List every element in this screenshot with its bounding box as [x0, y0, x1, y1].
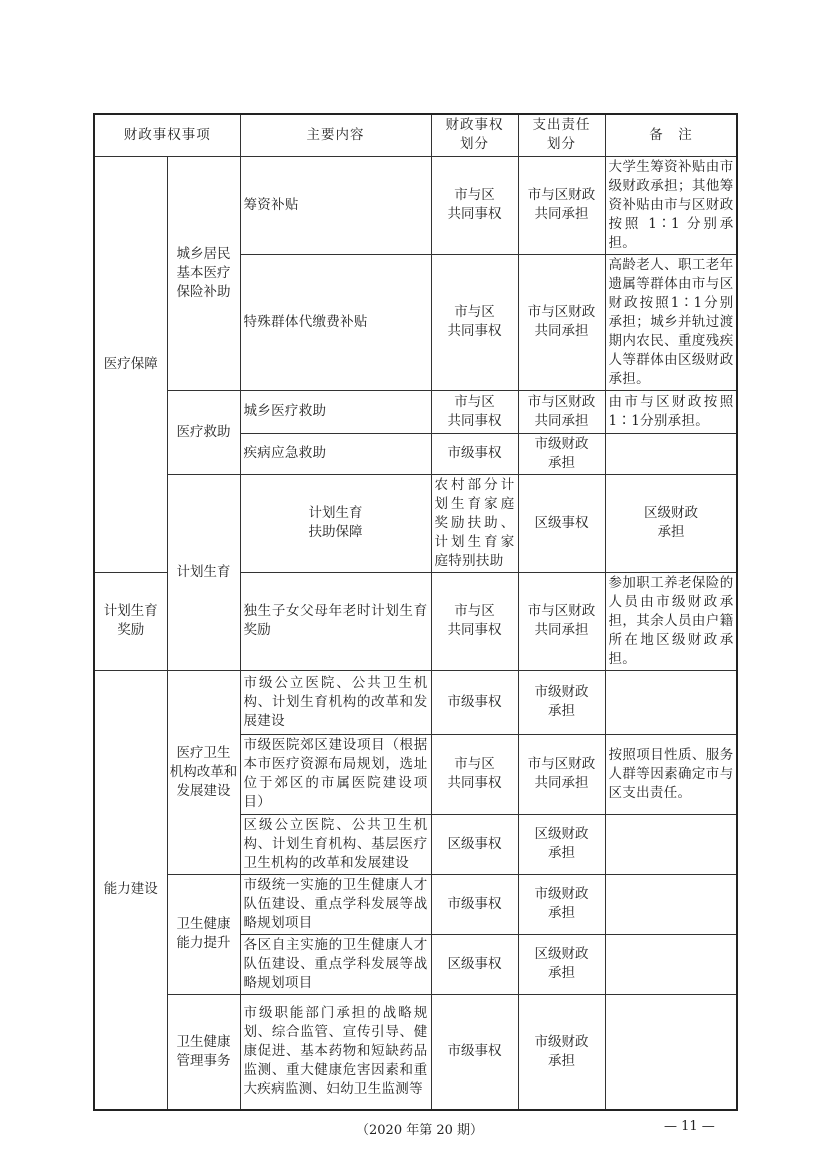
category-aid: 医疗救助: [167, 390, 240, 474]
fiscal-responsibility-table: [93, 113, 738, 1111]
content-cell: 城乡医疗救助: [240, 390, 431, 433]
category-capacity: 能力建设: [94, 670, 167, 1110]
exp-resp-cell: 市与区财政 共同承担: [518, 572, 605, 670]
fin-right-cell: 市级事权: [431, 433, 518, 474]
category-family_reward: 计划生育 奖励: [94, 572, 167, 670]
fin-right-cell: 区级事权: [431, 934, 518, 994]
category-insurance: 城乡居民 基本医疗 保险补助: [167, 156, 240, 390]
fin-right-cell: 市级事权: [431, 994, 518, 1110]
category-family_support: 计划生育 扶助保障: [240, 474, 431, 572]
exp-resp-cell: 市级财政 承担: [518, 994, 605, 1110]
fin-right-cell: 市与区 共同事权: [431, 572, 518, 670]
header-note: 备 注: [605, 114, 737, 156]
content-cell: 筹资补贴: [240, 156, 431, 254]
table-row: [94, 390, 737, 433]
fin-right-cell: 区级事权: [431, 814, 518, 874]
fin-right-cell: 市级事权: [431, 874, 518, 934]
table-row: [94, 156, 737, 254]
content-cell: 市级职能部门承担的战略规划、综合监管、宣传引导、健康促进、基本药物和短缺药品监测、重大健康危害因素和重大疾病监测、妇幼卫生监测等: [240, 994, 431, 1110]
fin-right-cell: 市与区 共同事权: [431, 734, 518, 814]
content-cell: 区级公立医院、公共卫生机构、计划生育机构、基层医疗卫生机构的改革和发展建设: [240, 814, 431, 874]
note-cell: [605, 814, 737, 874]
fin-right-cell: 市与区 共同事权: [431, 156, 518, 254]
exp-resp-cell: 市级财政 承担: [518, 670, 605, 734]
content-cell: 市级医院郊区建设项目（根据本市医疗资源布局规划，选址位于郊区的市属医院建设项目）: [240, 734, 431, 814]
note-cell: [605, 994, 737, 1110]
exp-resp-cell: 市级财政 承担: [518, 874, 605, 934]
exp-resp-cell: 区级财政 承担: [605, 474, 737, 572]
category-medical: 医疗保障: [94, 156, 167, 572]
exp-resp-cell: 市与区财政 共同承担: [518, 254, 605, 390]
note-cell: [605, 934, 737, 994]
table-row: [94, 874, 737, 934]
page-footer: [93, 1119, 736, 1141]
fin-right-cell: 市与区 共同事权: [431, 390, 518, 433]
note-cell: 由市与区财政按照1∶1分别承担。: [605, 390, 737, 433]
content-cell: 市级统一实施的卫生健康人才队伍建设、重点学科发展等战略规划项目: [240, 874, 431, 934]
fin-right-cell: 区级事权: [518, 474, 605, 572]
issue-label: （2020 年第 20 期）: [356, 1123, 484, 1138]
fin-right-cell: 市与区 共同事权: [431, 254, 518, 390]
note-cell: 高龄老人、职工老年遗属等群体由市与区财政按照1∶1分别承担；城乡并轨过渡期内农民、重度残疾人等群体由区级财政承担。: [605, 254, 737, 390]
exp-resp-cell: 市与区财政 共同承担: [518, 156, 605, 254]
content-cell: 独生子女父母年老时计划生育奖励: [240, 572, 431, 670]
header-item: 财政事权事项: [94, 114, 240, 156]
page-number: — 11 —: [664, 1119, 715, 1134]
content-cell: 各区自主实施的卫生健康人才队伍建设、重点学科发展等战略规划项目: [240, 934, 431, 994]
content-cell: 特殊群体代缴费补贴: [240, 254, 431, 390]
header-content: 主要内容: [240, 114, 431, 156]
note-cell: [605, 874, 737, 934]
category-reform: 医疗卫生 机构改革和 发展建设: [167, 670, 240, 874]
exp-resp-cell: 区级财政 承担: [518, 814, 605, 874]
category-upgrade: 卫生健康 能力提升: [167, 874, 240, 994]
note-cell: 参加职工养老保险的人员由市级财政承担，其余人员由户籍所在地区级财政承担。: [605, 572, 737, 670]
header-fin-right: 财政事权 划分: [431, 114, 518, 156]
note-cell: [605, 670, 737, 734]
content-cell: 农村部分计划生育家庭奖励扶助、计划生育家庭特别扶助: [431, 474, 518, 572]
content-cell: 疾病应急救助: [240, 433, 431, 474]
table-row: [94, 994, 737, 1110]
note-cell: [605, 433, 737, 474]
header-exp-resp: 支出责任 划分: [518, 114, 605, 156]
note-cell: 大学生筹资补贴由市级财政承担；其他筹资补贴由市与区财政按照 1∶1 分别承担。: [605, 156, 737, 254]
exp-resp-cell: 区级财政 承担: [518, 934, 605, 994]
content-cell: 市级公立医院、公共卫生机构、计划生育机构的改革和发展建设: [240, 670, 431, 734]
exp-resp-cell: 市与区财政 共同承担: [518, 734, 605, 814]
fin-right-cell: 市级事权: [431, 670, 518, 734]
note-cell: 按照项目性质、服务人群等因素确定市与区支出责任。: [605, 734, 737, 814]
exp-resp-cell: 市与区财政 共同承担: [518, 390, 605, 433]
table-row: [94, 670, 737, 734]
table-row: [94, 474, 737, 572]
category-manage: 卫生健康 管理事务: [167, 994, 240, 1110]
table-header: [94, 114, 737, 156]
exp-resp-cell: 市级财政 承担: [518, 433, 605, 474]
category-family: 计划生育: [167, 474, 240, 670]
